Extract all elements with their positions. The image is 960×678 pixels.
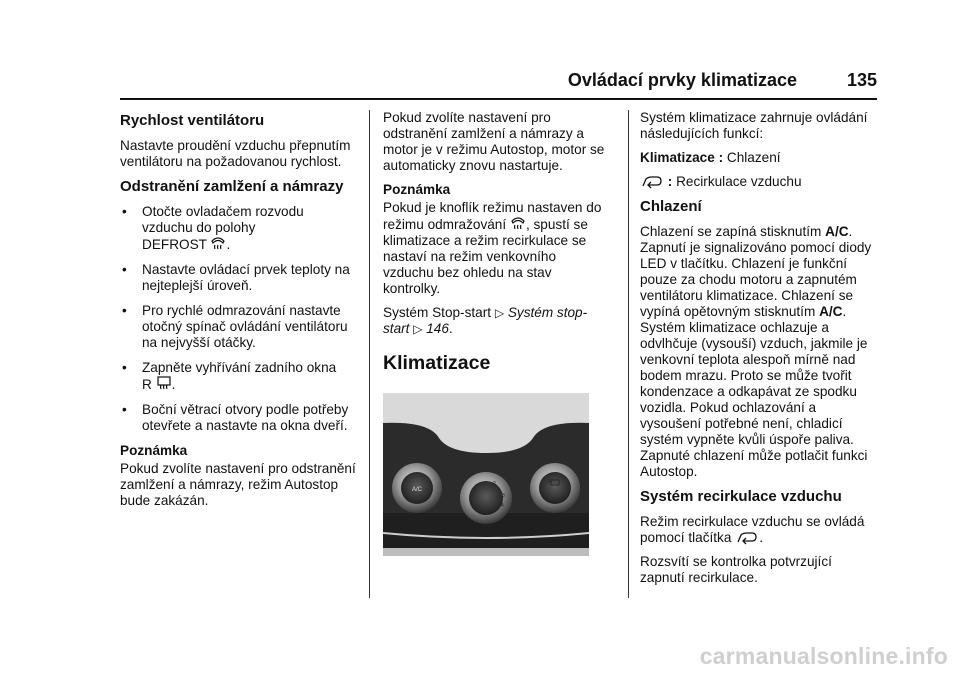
fan-level-4: 4 [501, 503, 504, 509]
function-recirculation: : Recirkulace vzduchu [640, 174, 878, 190]
page-header [120, 70, 877, 94]
list-item: • Boční větrací otvory podle potřeby otevřete a nastavte na okna dveří. [120, 402, 358, 434]
watermark: carmanualsonline.info [699, 643, 948, 669]
page-number: 135 [846, 70, 877, 90]
heading-recirculation: Systém recirkulace vzduchu [640, 488, 842, 505]
heading-defrost: Odstranění zamlžení a námrazy [120, 178, 344, 195]
list-item: • Nastavte ovládací prvek teploty na nejteplejší úroveň. [120, 262, 358, 294]
fan-level-2: 2 [493, 481, 496, 487]
fan-level-3: 3 [502, 493, 505, 499]
heading-klimatizace: Klimatizace [383, 352, 491, 374]
list-item: • Otočte ovladačem rozvodu vzduchu do polohy DEFROST . [120, 204, 358, 253]
recirculation-icon [736, 531, 758, 545]
reference-arrow-icon: ▷ [494, 306, 505, 320]
climate-panel-illustration [383, 393, 589, 556]
stop-start-reference: Systém Stop-start ▷ Systém stop-start ▷ 146. [383, 305, 588, 336]
ac-button-label: A/C [819, 304, 843, 319]
function-cooling: Klimatizace : Chlazení [640, 150, 781, 165]
stop-start-link[interactable]: Systém stop-start ▷ 146 [383, 305, 588, 336]
rear-defrost-knob-label: R [548, 479, 552, 485]
header-rule [120, 98, 877, 100]
note-text: Pokud zvolíte nastavení pro odstranění zamlžení a námrazy, režim Autostop bude zakázán. [120, 461, 356, 508]
recirculation-icon [641, 175, 663, 189]
note-text: Pokud je knoflík režimu nastaven do režimu odmražování , spustí se klimatizace a režim recirkulace se nastaví na režim venkovního vzduchu bez ohledu na stav kontrolky. [383, 200, 602, 296]
heading-fan-speed: Rychlost ventilátoru [120, 112, 265, 129]
cooling-text: Chlazení se zapíná stisknutím A/C. Zapnutí je signalizováno pomocí diody LED v tlačítku. Chlazení je funkční pouze za chodu motoru a zapnutém ventilátoru klimatizace. Chlazení se vypíná opětovným stisknutím A/C. Systém klimatizace ochlazuje a odvlhčuje (vysouší) vzduch, jakmile je venkovní teplota alespoň mírně nad bodem mrazu. Proto se může tvořit kondenzace a odkapávat ze spodku vozidla. Pokud ochlazování a vysoušení potřebné není, chladicí systém vypněte kvůli úspoře paliva. Zapnuté chlazení může potlačit funkci Autostop. [640, 224, 872, 479]
intro-text: Systém klimatizace zahrnuje ovládání následujících funkcí: [640, 110, 868, 141]
defrost-steps [120, 204, 358, 434]
list-item: • Pro rychlé odmrazování nastavte otočný spínač ovládání ventilátoru na nejvyšší otáčky. [120, 303, 358, 351]
list-item: • Zapněte vyhřívání zadního okna R . [120, 360, 358, 393]
fan-level-1: 1 [473, 487, 476, 493]
rear-window-heat-icon [157, 376, 171, 392]
autostop-restart-text: Pokud zvolíte nastavení pro odstranění zamlžení a námrazy a motor je v režimu Autostop, motor se automaticky znovu nastartuje. [383, 110, 605, 173]
column-3 [640, 110, 878, 594]
recirculation-text: Režim recirkulace vzduchu se ovládá pomocí tlačítka . [640, 514, 865, 545]
column-2 [383, 110, 608, 556]
column-divider-2 [628, 110, 629, 598]
note-label: Poznámka [120, 443, 188, 458]
section-title: Ovládací prvky klimatizace [567, 70, 797, 90]
column-1 [120, 112, 358, 517]
note-label: Poznámka [383, 182, 451, 197]
heading-cooling: Chlazení [640, 198, 702, 215]
defrost-icon [511, 216, 525, 232]
ac-button-label: A/C [825, 224, 849, 239]
fan-speed-text: Nastavte proudění vzduchu přepnutím ventilátoru na požadovanou rychlost. [120, 138, 351, 169]
ac-knob-label: A/C [411, 487, 423, 493]
recirculation-indicator-text: Rozsvítí se kontrolka potvrzující zapnutí recirkulace. [640, 554, 832, 585]
climate-control-photo [383, 393, 589, 556]
column-divider-1 [369, 110, 370, 598]
reference-arrow-icon: ▷ [413, 322, 423, 336]
defrost-icon [211, 236, 225, 252]
